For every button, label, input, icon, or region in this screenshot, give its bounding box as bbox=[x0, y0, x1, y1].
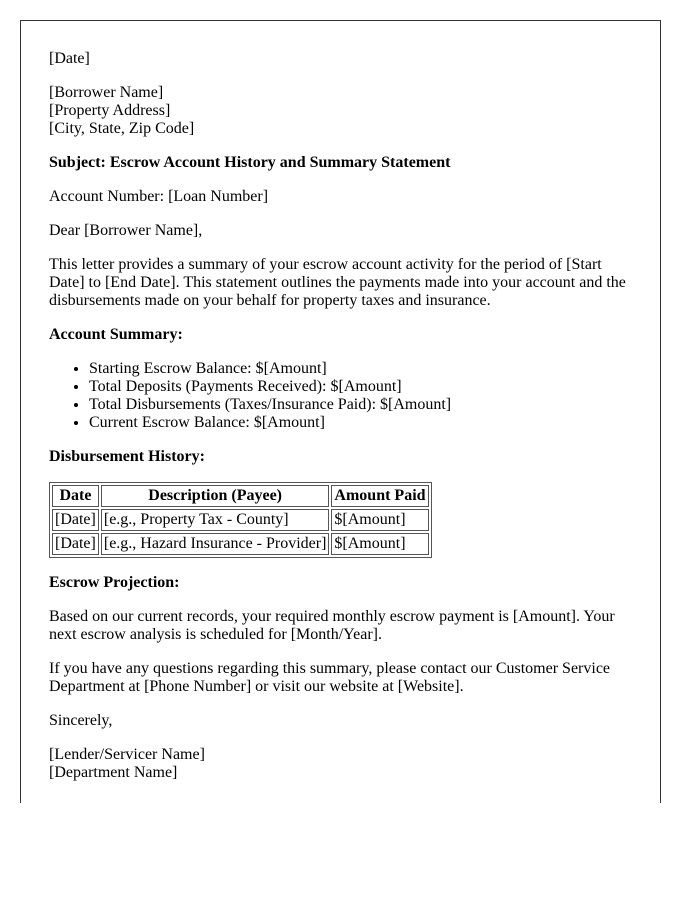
table-row bbox=[52, 509, 429, 531]
disbursement-history-heading: Disbursement History: bbox=[49, 448, 205, 465]
borrower-name: [Borrower Name] bbox=[49, 84, 164, 101]
lender-name: [Lender/Servicer Name] bbox=[49, 746, 205, 763]
table-cell: [e.g., Property Tax - County] bbox=[101, 509, 330, 531]
table-cell: [e.g., Hazard Insurance - Provider] bbox=[101, 533, 330, 555]
list-item: • Total Deposits (Payments Received): $[Amount] bbox=[89, 378, 630, 396]
account-number: Account Number: [Loan Number] bbox=[49, 188, 269, 205]
list-item: • Current Escrow Balance: $[Amount] bbox=[89, 414, 630, 432]
letter bbox=[20, 20, 661, 803]
column-header: Date bbox=[52, 485, 99, 507]
column-header: Description (Payee) bbox=[101, 485, 330, 507]
account-summary-heading: Account Summary: bbox=[49, 326, 183, 343]
escrow-projection-heading: Escrow Projection: bbox=[49, 574, 180, 591]
signature-block bbox=[49, 746, 630, 782]
city-state-zip: [City, State, Zip Code] bbox=[49, 120, 195, 137]
department-name: [Department Name] bbox=[49, 764, 178, 781]
table-header-row bbox=[52, 485, 429, 507]
contact-paragraph: If you have any questions regarding this summary, please contact our Customer Service Department at [Phone Number] or visit our website at [Website]. bbox=[49, 660, 611, 695]
table-cell: $[Amount] bbox=[331, 509, 428, 531]
table-cell: [Date] bbox=[52, 509, 99, 531]
intro-paragraph: This letter provides a summary of your escrow account activity for the period of [Start Date] to [End Date]. This statement outlines the payments made into your account and the disbursements made on your behalf for property taxes and insurance. bbox=[49, 256, 626, 309]
salutation: Dear [Borrower Name], bbox=[49, 222, 203, 239]
disbursement-table bbox=[49, 482, 432, 558]
table-row bbox=[52, 533, 429, 555]
property-address: [Property Address] bbox=[49, 102, 171, 119]
column-header: Amount Paid bbox=[331, 485, 428, 507]
subject-line: Subject: Escrow Account History and Summary Statement bbox=[49, 154, 451, 171]
list-item: • Total Disbursements (Taxes/Insurance Paid): $[Amount] bbox=[89, 396, 630, 414]
table-cell: $[Amount] bbox=[331, 533, 428, 555]
list-item: • Starting Escrow Balance: $[Amount] bbox=[89, 360, 630, 378]
projection-paragraph: Based on our current records, your required monthly escrow payment is [Amount]. Your next escrow analysis is scheduled for [Month/Year]. bbox=[49, 608, 615, 643]
table-cell: [Date] bbox=[52, 533, 99, 555]
account-summary-list bbox=[49, 360, 630, 432]
recipient-address bbox=[49, 84, 630, 138]
letter-date: [Date] bbox=[49, 50, 90, 67]
closing: Sincerely, bbox=[49, 712, 113, 729]
